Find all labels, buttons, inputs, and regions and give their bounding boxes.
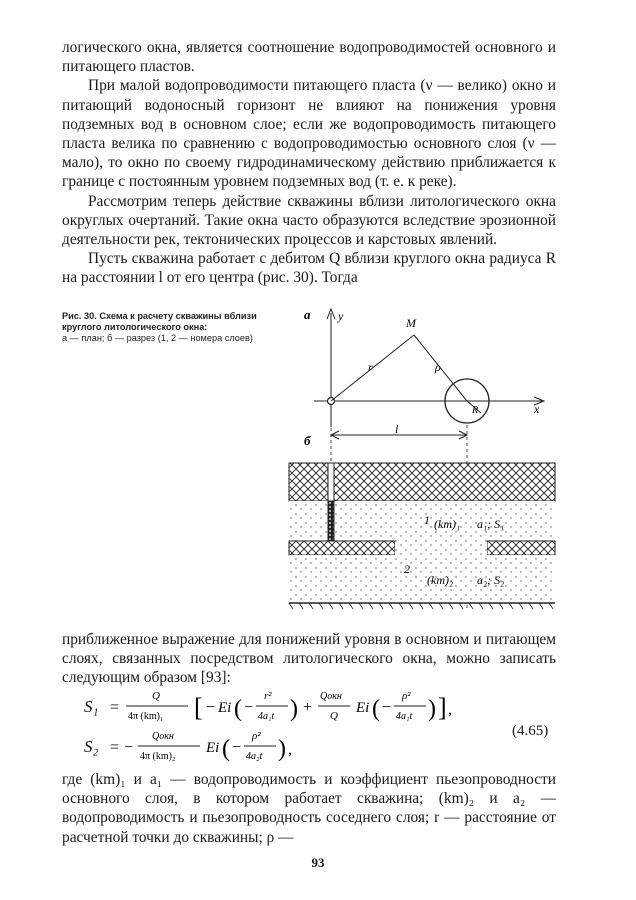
paren-left-2: ( [372, 696, 380, 722]
bracket-right: ] [438, 693, 447, 722]
page-number: 93 [311, 855, 325, 870]
bracket-left: [ [194, 693, 203, 722]
lithologic-window [395, 541, 487, 555]
minus-4: − [124, 739, 134, 756]
separating-layer-right [487, 541, 555, 555]
plus: + [303, 699, 313, 716]
r2-denominator: 4a₁t [258, 711, 275, 722]
caption-title: Схема к расчету скважины вблизи круглого литологического окна: [62, 311, 257, 332]
text-bottom [62, 770, 556, 847]
equation-number: (4.65) [512, 723, 549, 739]
x-axis-label: x [534, 402, 540, 416]
layer1-params: a₁; S₁ [477, 517, 505, 531]
distance-label: l [395, 422, 399, 436]
s1-numerator: Q [152, 690, 160, 702]
rho2-denominator-2: 4a₂t [246, 751, 263, 762]
r2-numerator: r² [264, 690, 272, 702]
qokn-numerator: Qокн [320, 691, 342, 702]
rho-label: ρ [435, 360, 441, 374]
point-m-label: M [406, 316, 416, 330]
s1-symbol: S₁ [84, 697, 99, 716]
figure-30 [284, 305, 584, 620]
paren-left-1: ( [234, 696, 242, 722]
paren-right-2: ) [428, 696, 436, 722]
layer-2 [289, 555, 555, 603]
well-screen [328, 501, 334, 541]
layer2-params: a₂; S₂ [477, 573, 505, 587]
text-top [62, 38, 556, 288]
rho2-numerator-1: ρ² [402, 690, 411, 702]
minus-1: − [206, 699, 216, 716]
s2-symbol: S₂ [84, 737, 99, 756]
ei-2: Ei [356, 700, 370, 716]
minus-2: − [244, 699, 254, 716]
minus-5: − [232, 739, 242, 756]
s2-equals: = [110, 739, 120, 756]
qokn-denominator: Q [330, 710, 338, 722]
paragraph-6: где (km)₁ и a₁ — водопроводимость и коэффициент пьезопроводности основного слоя, в котором работает скважина; (km)₂ и a₂ — водопроводимость и пьезопроводность соседнего слоя; r — расстояние от расчетной точки до скважины; ρ — [62, 771, 556, 846]
paren-right-3: ) [278, 736, 286, 762]
paragraph-1: логического окна, является соотношение водопроводимостей основного и питающего пластов. [62, 39, 556, 76]
rho2-denominator-1: 4a₁t [396, 711, 413, 722]
paragraph-3: Рассмотрим теперь действие скважины вблизи литологического окна округлых очертаний. Такие окна часто образуются вследствие эрозионной деятельности рек, тектонических процессов и карстовых явлений. [62, 192, 556, 249]
figure-caption [62, 311, 280, 344]
text-middle [62, 630, 556, 688]
panel-section [289, 410, 555, 610]
paren-right-1: ) [290, 696, 298, 722]
minus-3: − [382, 699, 392, 716]
layer1-number: 1 [424, 513, 430, 527]
caption-legend: а — план; б — разрез (1, 2 — номера слоев) [62, 333, 253, 343]
y-axis-label: y [338, 309, 344, 323]
paragraph-2: При малой водопроводимости питающего пласта (ν — велико) окно и питающий водоносный горизонт не влияют на понижения уровня подземных вод в основном слое; если же водопроводимость питающего пласта велика по сравнению с водопроводимостью основного слоя (ν — мало), то окно по своему гидродинамическому действию приближается к границе с постоянным уровнем подземных вод (т. е. к реке). [62, 77, 556, 191]
rho2-numerator-2: ρ² [252, 730, 261, 742]
paragraph-5: приближенное выражение для понижений уровня в основном и питающем слоях, связанных посредством литологического окна, можно записать следующим образом [93]: [62, 631, 556, 687]
caption-label: Рис. 30. [62, 311, 97, 321]
layer1-km: (km)₁ [434, 517, 461, 531]
radius-label: R [472, 405, 479, 416]
panel-b-label: б [304, 433, 311, 448]
layer2-number: 2 [404, 562, 410, 576]
paragraph-4: Пусть скважина работает с дебитом Q вблизи круглого окна радиуса R на расстоянии l от его центра (рис. 30). Тогда [62, 250, 556, 287]
bottom-hatching [289, 603, 553, 609]
ei-3: Ei [206, 740, 220, 756]
ei-1: Ei [218, 700, 232, 716]
comma-2: , [288, 741, 292, 758]
paren-left-3: ( [222, 736, 230, 762]
comma-1: , [448, 701, 452, 718]
panel-plan [304, 307, 544, 427]
panel-a-label: а [304, 307, 311, 322]
layer2-km: (km)₂ [427, 573, 454, 587]
s2-numerator: Qокн [152, 731, 174, 742]
s1-denominator: 4π (km)₁ [128, 711, 164, 722]
separating-layer-left [289, 541, 395, 555]
s2-denominator: 4π (km)₂ [140, 751, 176, 762]
r-label: r [368, 360, 373, 374]
s1-equals: = [110, 699, 120, 716]
